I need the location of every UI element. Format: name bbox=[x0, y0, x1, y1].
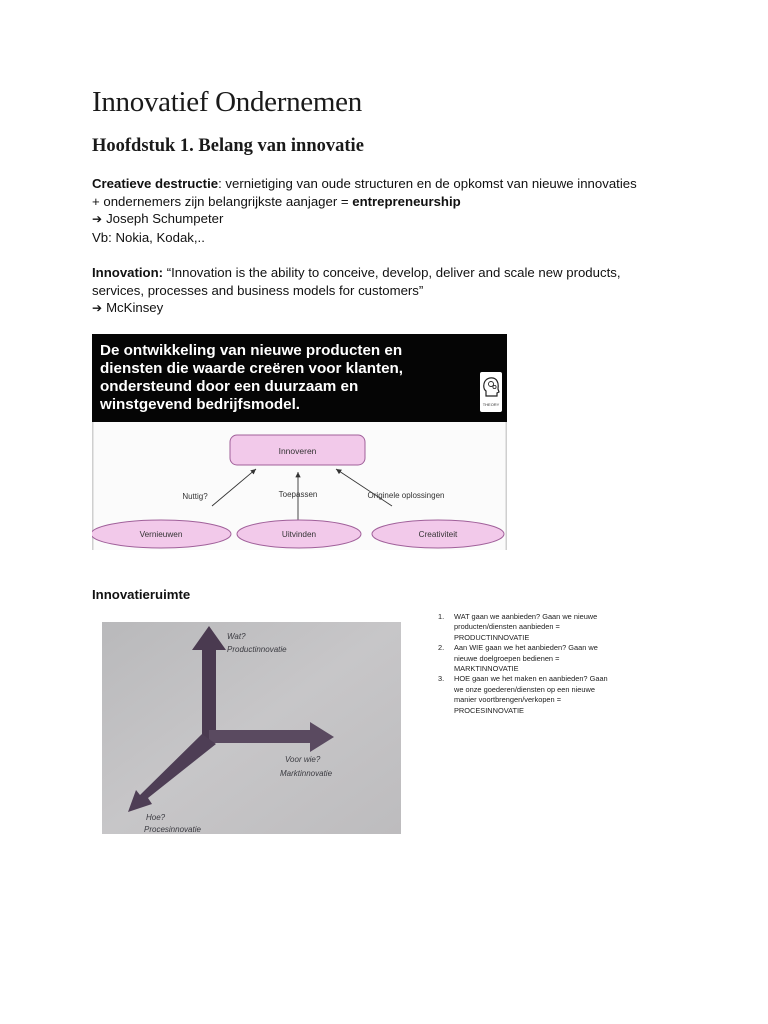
node-uitvinden-label: Uitvinden bbox=[281, 530, 317, 539]
right-arrow-icon: ➔ bbox=[92, 212, 103, 227]
document-title: Innovatief Ondernemen bbox=[92, 86, 362, 118]
list-line: Aan WIE gaan we het aanbieden? Gaan we bbox=[454, 643, 598, 653]
node-innoveren-label: Innoveren bbox=[278, 446, 317, 456]
chapter-heading: Hoofdstuk 1. Belang van innovatie bbox=[92, 136, 364, 156]
edge-label-nuttig: Nuttig? bbox=[182, 492, 208, 501]
list-number: 1. bbox=[438, 612, 445, 621]
banner-line: De ontwikkeling van nieuwe producten en bbox=[100, 342, 403, 359]
innovation-diagram bbox=[92, 422, 507, 550]
term-creatieve-destructie: Creatieve destructie bbox=[92, 176, 219, 191]
quote-line bbox=[92, 264, 692, 282]
head-gears-icon bbox=[480, 372, 502, 402]
banner-line: ondersteund door een duurzaam en bbox=[100, 378, 359, 395]
list-line: nieuwe doelgroepen bedienen = bbox=[454, 653, 560, 663]
axis-down-label: Procesinnovatie bbox=[144, 825, 201, 834]
source-schumpeter: Joseph Schumpeter bbox=[106, 211, 224, 227]
source-line bbox=[92, 299, 692, 318]
axis-up-label: Productinnovatie bbox=[227, 645, 287, 654]
examples-line: Vb: Nokia, Kodak,.. bbox=[92, 229, 205, 245]
diagram-border-right bbox=[506, 422, 508, 550]
banner-line: diensten die waarde creëren voor klanten, bbox=[100, 360, 404, 377]
definition-text-2: + ondernemers zijn belangrijkste aanjager = bbox=[92, 193, 353, 209]
section-heading-innovatieruimte: Innovatieruimte bbox=[92, 587, 191, 602]
definition-line-2 bbox=[92, 193, 692, 211]
axis-right-question: Voor wie? bbox=[285, 755, 321, 764]
paragraph-creatieve-destructie bbox=[92, 175, 692, 246]
list-line: PROCESINNOVATIE bbox=[454, 705, 524, 715]
quote-text: “Innovation is the ability to conceive, develop, deliver and scale new products, bbox=[163, 265, 621, 280]
list-number: 2. bbox=[438, 643, 445, 653]
definition-banner bbox=[92, 334, 507, 422]
source-line bbox=[92, 210, 692, 229]
theory-logo bbox=[480, 372, 502, 412]
list-number: 3. bbox=[438, 674, 445, 684]
list-item bbox=[438, 612, 653, 643]
list-item bbox=[438, 643, 653, 674]
list-line: we onze goederen/diensten op een nieuwe bbox=[454, 684, 595, 694]
list-line: WAT gaan we aanbieden? Gaan we nieuwe bbox=[454, 612, 598, 621]
innovatieruimte-figure bbox=[102, 622, 401, 834]
term-innovation: Innovation: bbox=[92, 265, 164, 280]
logo-caption: THEORY bbox=[482, 402, 500, 407]
axis-right-label: Marktinnovatie bbox=[280, 769, 333, 778]
node-creativiteit-label: Creativiteit bbox=[418, 530, 458, 539]
definition-banner-text bbox=[100, 342, 472, 414]
list-line: PRODUCTINNOVATIE bbox=[454, 632, 530, 642]
edge-label-toepassen: Toepassen bbox=[278, 490, 318, 499]
list-line: HOE gaan we het maken en aanbieden? Gaan bbox=[454, 674, 608, 684]
axis-up-question: Wat? bbox=[227, 632, 246, 641]
quote-line-2: services, processes and business models for customers” bbox=[92, 282, 424, 298]
list-line: manier voortbrengen/verkopen = bbox=[454, 695, 562, 705]
banner-line: winstgevend bedrijfsmodel. bbox=[100, 396, 301, 413]
paragraph-innovation bbox=[92, 264, 692, 318]
definition-text: : vernietiging van oude structuren en de opkomst van nieuwe innovaties bbox=[218, 176, 637, 191]
axis-down-question: Hoe? bbox=[146, 813, 166, 822]
right-arrow-icon: ➔ bbox=[92, 301, 103, 316]
definition-figure bbox=[92, 334, 507, 550]
term-entrepreneurship: entrepreneurship bbox=[352, 193, 461, 209]
node-vernieuwen-label: Vernieuwen bbox=[139, 530, 183, 539]
edge-label-originele-oplossingen: Originele oplossingen bbox=[367, 491, 445, 500]
list-item bbox=[438, 674, 653, 716]
definition-line bbox=[92, 175, 692, 193]
list-line: producten/diensten aanbieden = bbox=[454, 622, 560, 632]
innovatieruimte-list bbox=[438, 612, 653, 716]
source-mckinsey: McKinsey bbox=[106, 300, 164, 316]
list-line: MARKTINNOVATIE bbox=[454, 664, 519, 674]
